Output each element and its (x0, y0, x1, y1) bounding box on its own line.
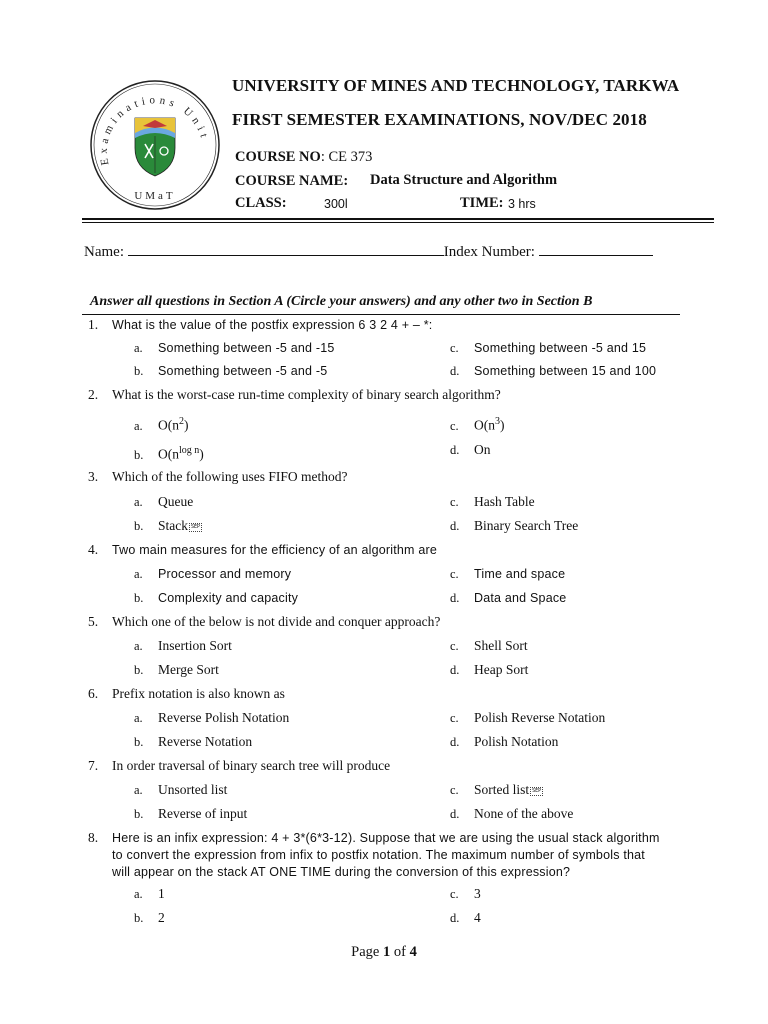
instructions: Answer all questions in Section A (Circle your answers) and any other two in Section B (90, 294, 593, 309)
q3-option-c[interactable]: c. Hash Table (450, 494, 535, 509)
q5-option-a[interactable]: a. Insertion Sort (134, 638, 232, 653)
class-value: 300l (324, 197, 348, 211)
q5-option-c[interactable]: c. Shell Sort (450, 638, 528, 653)
student-info-row (84, 241, 653, 261)
q7-option-d[interactable]: d. None of the above (450, 806, 574, 821)
q4-option-d[interactable]: d. Data and Space (450, 591, 567, 605)
q5-option-b[interactable]: b. Merge Sort (134, 662, 219, 677)
index-number-label: Index Number: (443, 244, 535, 260)
time-label: TIME: (460, 195, 504, 211)
question-8-line-3: will appear on the stack AT ONE TIME during the conversion of this expression? (112, 865, 571, 879)
seal-bottom-text: UMaT (134, 190, 176, 202)
question-6: 6. Prefix notation is also known as (88, 686, 285, 701)
course-name-value: Data Structure and Algorithm (370, 172, 558, 188)
index-number-field[interactable] (539, 241, 653, 256)
course-no-row (235, 148, 372, 166)
q8-option-a[interactable]: a. 1 (134, 886, 165, 901)
q1-option-a[interactable]: a. Something between -5 and -15 (134, 341, 335, 355)
q8-option-b[interactable]: b. 2 (134, 910, 165, 925)
q6-option-b[interactable]: b. Reverse Notation (134, 734, 253, 749)
q7-option-b[interactable]: b. Reverse of input (134, 806, 248, 821)
q5-option-d[interactable]: d. Heap Sort (450, 662, 529, 677)
question-1 (88, 317, 432, 333)
q1-option-b[interactable]: b. Something between -5 and -5 (134, 364, 328, 378)
q6-option-c[interactable]: c. Polish Reverse Notation (450, 710, 606, 725)
q4-option-a[interactable]: a. Processor and memory (134, 567, 292, 581)
sep-glyph: SEP (191, 524, 201, 530)
instructions-divider (82, 314, 680, 315)
q2-option-b[interactable]: b. $O(n^{log n})$ (134, 445, 204, 462)
q6-option-a[interactable]: a. Reverse Polish Notation (134, 710, 290, 725)
question-7: 7. In order traversal of binary search tree will produce (88, 758, 391, 773)
question-8-line-2: to convert the expression from infix to postfix notation. The maximum number of symbols that (112, 848, 645, 862)
name-label: Name: (84, 244, 124, 260)
seal-ring-text: Examinations Unit (97, 94, 211, 167)
sep-glyph: SEP (532, 788, 542, 794)
time-value: 3 hrs (508, 197, 536, 211)
question-4: 4. Two main measures for the efficiency of an algorithm are (88, 542, 438, 557)
course-no-label: COURSE NO (235, 149, 321, 165)
university-name: UNIVERSITY OF MINES AND TECHNOLOGY, TARKWA (232, 76, 680, 95)
name-field[interactable] (128, 241, 444, 256)
q4-option-c[interactable]: c. Time and space (450, 567, 566, 581)
question-3: 3. Which of the following uses FIFO method? (88, 469, 348, 484)
page-number: Page 1 of 4 (351, 944, 417, 960)
header-divider (82, 218, 714, 220)
q2-option-d[interactable]: d. On (450, 442, 491, 457)
university-seal (88, 78, 222, 212)
course-no-value: : CE 373 (320, 149, 373, 165)
q7-option-c[interactable]: c. Sorted list SEP (450, 782, 542, 797)
q2-option-a[interactable]: a. $O(n^2)$ (134, 416, 189, 433)
exam-title: FIRST SEMESTER EXAMINATIONS, NOV/DEC 2018 (232, 110, 647, 129)
q2-option-c[interactable]: c. $O(n^3)$ (450, 416, 505, 433)
q7-option-a[interactable]: a. Unsorted list (134, 782, 228, 797)
question-text: What is the value of the postfix expression 6 3 2 4 + – *: (112, 318, 433, 332)
q8-option-c[interactable]: c. 3 (450, 886, 481, 901)
class-label: CLASS: (235, 195, 287, 211)
q3-option-b[interactable]: b. Stack SEP (134, 518, 201, 533)
header-divider-thin (82, 222, 714, 223)
question-5: 5. Which one of the below is not divide and conquer approach? (88, 614, 441, 629)
q3-option-d[interactable]: d. Binary Search Tree (450, 518, 579, 533)
q8-option-d[interactable]: d. 4 (450, 910, 481, 925)
q6-option-d[interactable]: d. Polish Notation (450, 734, 559, 749)
q4-option-b[interactable]: b. Complexity and capacity (134, 591, 299, 605)
question-8: 8. Here is an infix expression: 4 + 3*(6*3-12). Suppose that we are using the usual stack algorithm (88, 830, 660, 845)
q1-option-c[interactable]: c. Something between -5 and 15 (450, 341, 647, 355)
question-2: 2. What is the worst-case run-time complexity of binary search algorithm? (88, 387, 501, 402)
q1-option-d[interactable]: d. Something between 15 and 100 (450, 364, 657, 378)
question-number: 1. (88, 317, 99, 332)
course-name-row (235, 172, 348, 190)
course-name-label: COURSE NAME: (235, 173, 349, 189)
q3-option-a[interactable]: a. Queue (134, 494, 194, 509)
